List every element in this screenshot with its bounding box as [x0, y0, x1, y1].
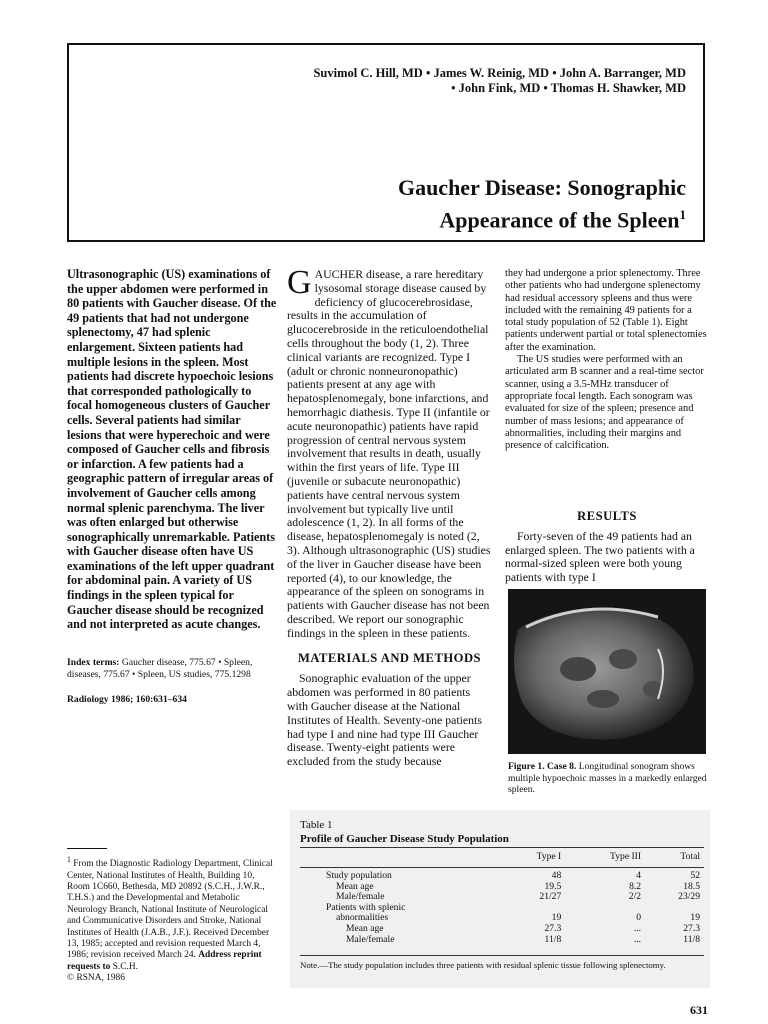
col3-paragraph-2: The US studies were performed with an articulated arm B scanner and a real-time sector scanner, using a 3.5-MHz transducer of appropriate focal length. Each sonogram was evaluated for size of the spleen; presence and number of mass lesions; and appearance of abnormalities, including their margins and presence of calcification. — [505, 354, 704, 452]
intro-paragraph — [287, 264, 492, 641]
page-number: 631 — [690, 1003, 708, 1017]
drop-cap: G — [287, 264, 312, 301]
table-row-label: Study population — [326, 870, 392, 882]
title-footnote-mark: 1 — [679, 207, 686, 222]
table-row — [300, 935, 704, 946]
methods-heading: MATERIALS AND METHODS — [297, 650, 482, 665]
table-row-label: Mean age — [336, 880, 374, 892]
intro-text: disease, a rare hereditary lysosomal storage disease caused by deficiency of glucocerebrosidase, results in the accumulation of glucocerebroside in the reticuloendothelial cells throughout the body (1, 2). Three clinical variants are recognized. Type I (adult or chronic nonneuronopathic) patients present at any age with hepatosplenomegaly, bone infarctions, and hemorrhagic diathesis. Type II (infantile or acute neuronopathic) patients have rapid progression of central nervous system involvement that results in death, usually within the first years of life. Type III (juvenile or subacute neuronopathic) patients have central nervous system involvement but typically live until adolescence (1, 2). In all forms of the disease, hepatosplenomegaly is noted (2, 3). Although ultrasonographic (US) studies of the liver in Gaucher disease have been reported (4), to our knowledge, the appearance of the spleen on sonograms in patients with Gaucher disease has not been described. We report our sonographic findings in the spleen in these patients. — [287, 267, 491, 640]
table-title: Profile of Gaucher Disease Study Population — [300, 833, 509, 845]
author-list — [246, 66, 686, 96]
table-header-cell: Type I — [500, 848, 565, 868]
citation-text: Radiology 1986; 160:631–634 — [67, 694, 187, 705]
body-column-3 — [505, 268, 709, 452]
footnote-mark: 1 — [67, 855, 71, 864]
abstract: Ultrasonographic (US) examinations of the upper abdomen were performed in 80 patients with Gaucher disease. Of the 49 patients that had not undergone splenectomy, 47 had splenic enlargement. Sixteen patients had multiple lesions in the spleen. Most patients had discrete hypoechoic lesions that corresponded pathologically to focal homogeneous clusters of Gaucher cells. Several patients had similar lesions that were hyperechoic and were composed of Gaucher cells and fibrosis or infarction. A few patients had a geographic pattern of irregular areas of involvement of Gaucher cells among normal splenic parenchyma. The liver was often enlarged but otherwise sonographically unremarkable. Patients with Gaucher disease often have US examinations of the left upper quadrant for abdominal pain. A variety of US findings in the spleen typical for Gaucher disease should be recognized and not interpreted as acute changes. — [67, 267, 277, 632]
table-cell: 8.2 — [629, 880, 642, 892]
figure-caption-text: Longitudinal sonogram shows multiple hypoechoic masses in a markedly enlarged spleen. — [508, 761, 707, 796]
body-column-2 — [287, 264, 492, 769]
table-header-cell: Type III — [565, 848, 645, 868]
title-line-2-text: Appearance of the Spleen — [439, 207, 680, 233]
table-number: Table 1 — [300, 819, 333, 831]
table-cell — [565, 903, 645, 914]
study-population-table — [300, 847, 704, 945]
index-terms — [67, 657, 277, 681]
index-terms-label: Index terms: — [67, 657, 120, 668]
table-cell: 2/2 — [628, 891, 642, 903]
results-heading: RESULTS — [577, 509, 637, 523]
footnote-text: From the Diagnostic Radiology Department, Clinical Center, National Institutes of Health, Building 10, Room 1C660, Bethesda, MD 20892 (S.C.H., J.W.R., T.H.S.) and the Developmental and Metabolic Neurology Branch, National Institute of Neurological and Communicative Disorders and Stroke, National Institutes of Health (J.A.B., J.F.). Received December 13, 1985; accepted and revision requested March 4, 1986; revision received March 24. — [67, 859, 273, 961]
table-cell: 19 — [551, 912, 562, 924]
table-header-cell — [300, 848, 500, 868]
table-row-label: Mean age — [346, 923, 384, 935]
citation — [67, 694, 277, 706]
table-row-label: abnormalities — [336, 912, 389, 924]
table-cell: 4 — [636, 870, 642, 882]
figure-caption — [508, 761, 708, 796]
table-cell: 27.3 — [683, 923, 700, 935]
table-cell: 11/8 — [544, 933, 562, 945]
table-row-label: Patients with splenic — [326, 901, 406, 913]
intro-smallcaps: AUCHER — [314, 267, 364, 281]
table-cell: 19.5 — [544, 880, 562, 892]
title-line-1: Gaucher Disease: Sonographic — [397, 175, 686, 200]
sonogram-image — [508, 589, 706, 754]
copyright: © RSNA, 1986 — [67, 973, 125, 984]
methods-paragraph: Sonographic evaluation of the upper abdomen was performed in 80 patients with Gaucher disease at the National Institutes of Health. Seventy-one patients had type I and nine had type III Gaucher disease. Twenty-eight patients were excluded from the study because — [287, 671, 482, 769]
table-heading — [300, 818, 509, 846]
table-header-row — [300, 848, 704, 868]
title-line-2 — [216, 201, 686, 233]
col3-paragraph-1: they had undergone a prior splenectomy. Three other patients who had undergone splenectomy had residual accessory spleens and thus were included with the remaining 49 patients for a total study population of 52 (Table 1). Eight patients underwent partial or total splenectomies after the examination. — [505, 268, 707, 353]
table-cell: ... — [633, 933, 642, 945]
table-cell: 0 — [636, 912, 642, 924]
footnote — [67, 852, 277, 985]
table-cell: 48 — [551, 870, 562, 882]
results-paragraph: Forty-seven of the 49 patients had an enlarged spleen. The two patients with a normal-sized spleen were both young patients with type I — [505, 528, 695, 585]
sonogram-figure — [508, 589, 706, 754]
table-cell: 21/27 — [539, 891, 562, 903]
table-cell: 19 — [690, 912, 700, 924]
reprint-to: S.C.H. — [112, 961, 138, 972]
reprint-label: Address reprint requests to — [67, 950, 262, 972]
table-cell: 18.5 — [683, 880, 700, 892]
index-terms-text: Gaucher disease, 775.67 • Spleen, diseases, 775.67 • Spleen, US studies, 775.1298 — [67, 657, 253, 680]
table-cell: 27.3 — [544, 923, 562, 935]
table-row-label: Male/female — [336, 891, 385, 903]
table-header-cell: Total — [645, 848, 704, 868]
table-cell: ... — [633, 923, 642, 935]
results-section — [505, 510, 709, 585]
footnote-rule — [67, 848, 107, 849]
table-cell: 11/8 — [683, 933, 700, 945]
table-cell: 23/29 — [678, 891, 700, 903]
table-note: Note.—The study population includes three patients with residual splenic tissue following splenectomy. — [300, 955, 704, 971]
article-title — [216, 174, 686, 233]
authors-line-1: Suvimol C. Hill, MD • James W. Reinig, MD • John A. Barranger, MD — [313, 66, 686, 80]
table-cell: 52 — [690, 870, 700, 882]
authors-line-2: • John Fink, MD • Thomas H. Shawker, MD — [451, 81, 686, 95]
figure-label: Figure 1. Case 8. — [508, 761, 577, 772]
table-row-label: Male/female — [346, 933, 395, 945]
